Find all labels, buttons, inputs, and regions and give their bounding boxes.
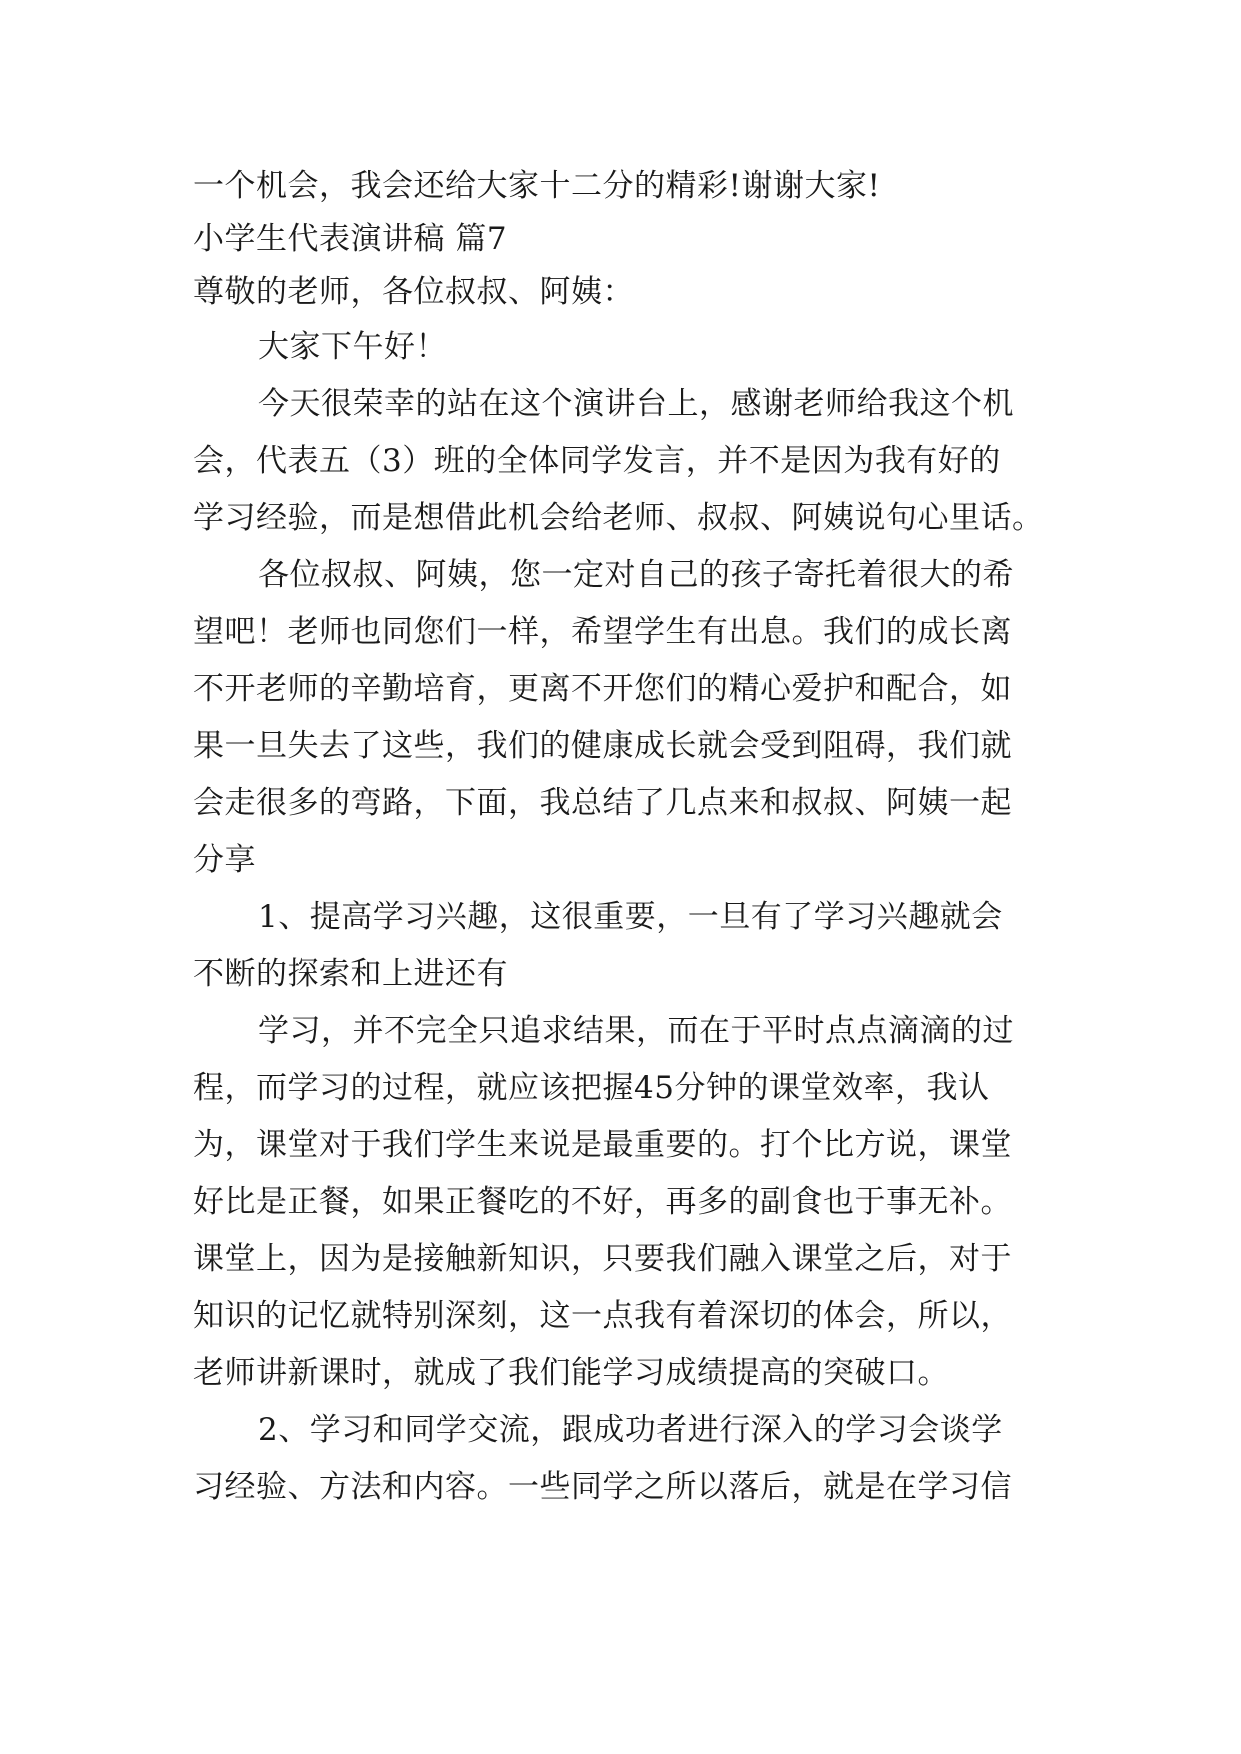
section-heading: 小学生代表演讲稿 篇7 — [193, 221, 508, 257]
paragraph-line: 不开老师的辛勤培育，更离不开您们的精心爱护和配合，如 — [193, 671, 1012, 707]
paragraph-line: 老师讲新课时，就成了我们能学习成绩提高的突破口。 — [193, 1355, 949, 1391]
paragraph-line: 望吧！老师也同您们一样，希望学生有出息。我们的成长离 — [193, 614, 1012, 650]
greeting: 大家下午好！ — [258, 329, 447, 365]
salutation: 尊敬的老师，各位叔叔、阿姨： — [193, 274, 634, 310]
paragraph-line: 1、提高学习兴趣，这很重要，一旦有了学习兴趣就会 — [258, 899, 1003, 935]
paragraph-line: 知识的记忆就特别深刻，这一点我有着深切的体会，所以， — [193, 1298, 1012, 1334]
paragraph-line: 分享 — [193, 842, 256, 878]
paragraph-line: 各位叔叔、阿姨，您一定对自己的孩子寄托着很大的希 — [258, 557, 1014, 593]
paragraph-line: 会走很多的弯路，下面，我总结了几点来和叔叔、阿姨一起 — [193, 785, 1012, 821]
paragraph-line: 今天很荣幸的站在这个演讲台上，感谢老师给我这个机 — [258, 386, 1014, 422]
text-line-closing: 一个机会，我会还给大家十二分的精彩!谢谢大家! — [193, 168, 881, 204]
paragraph-line: 学习，并不完全只追求结果，而在于平时点点滴滴的过 — [258, 1013, 1014, 1049]
paragraph-line: 果一旦失去了这些，我们的健康成长就会受到阻碍，我们就 — [193, 728, 1012, 764]
paragraph-line: 学习经验，而是想借此机会给老师、叔叔、阿姨说句心里话。 — [193, 500, 1044, 536]
paragraph-line: 2、学习和同学交流，跟成功者进行深入的学习会谈学 — [258, 1412, 1003, 1448]
paragraph-line: 好比是正餐，如果正餐吃的不好，再多的副食也于事无补。 — [193, 1184, 1012, 1220]
paragraph-line: 程，而学习的过程，就应该把握45分钟的课堂效率，我认 — [193, 1070, 990, 1106]
paragraph-line: 不断的探索和上进还有 — [193, 956, 508, 992]
paragraph-line: 为，课堂对于我们学生来说是最重要的。打个比方说，课堂 — [193, 1127, 1012, 1163]
paragraph-line: 课堂上，因为是接触新知识，只要我们融入课堂之后，对于 — [193, 1241, 1012, 1277]
paragraph-line: 习经验、方法和内容。一些同学之所以落后，就是在学习信 — [193, 1469, 1012, 1505]
paragraph-line: 会，代表五（3）班的全体同学发言，并不是因为我有好的 — [193, 443, 1001, 479]
